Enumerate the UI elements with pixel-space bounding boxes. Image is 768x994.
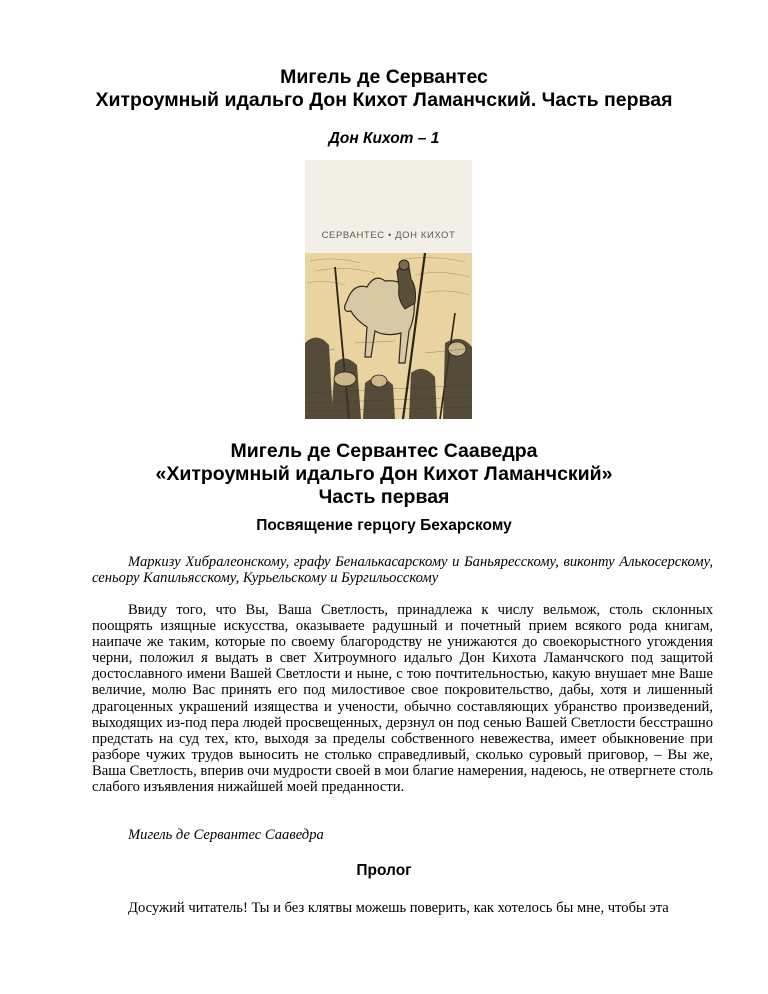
cover-engraving-illustration bbox=[305, 253, 472, 419]
main-title bbox=[0, 440, 768, 509]
prologue-heading: Пролог bbox=[356, 862, 412, 879]
main-title-name: «Хитроумный идальго Дон Кихот Ламанчский» bbox=[155, 463, 613, 485]
main-title-part: Часть первая bbox=[318, 486, 450, 508]
dedication-signature: Мигель де Сервантес Сааведра bbox=[128, 827, 324, 843]
document-author: Мигель де Сервантес bbox=[280, 66, 488, 88]
document-title bbox=[0, 66, 768, 112]
cover-caption: СЕРВАНТЕС • ДОН КИХОТ bbox=[321, 230, 456, 241]
dedication-body: Ввиду того, что Вы, Ваша Светлость, принадлежа к числу вельмож, столь склонных поощрять изящные искусства, оказываете радушный и почетный прием всякого рода книгам, наипаче же таким, которые по своему благородству не унижаются до своекорыстного угождения черни, положил я выдать в свет Хитроумного идальго Дон Кихота Ламанчского под защитой достославного имени Вашей Светлости и ныне, с тою почтительностью, какую внушает мне Ваше величие, молю Вас принять его под милостивое свое покровительство, дабы, хотя и лишенный драгоценных украшений изящества и учености, обычно составляющих убранство произведений, выходящих из-под пера людей просвещенных, дерзнул он под сенью Вашей Светлости бесстрашно предстать на суд тех, кто, выходя за пределы собственного невежества, имеет обыкновение при разборе чужих трудов выносить не столько справедливый, сколько суровый приговор, – Вы же, Ваша Светлость, вперив очи мудрости своей в мои благие намерения, надеюсь, не отвергнете столь слабого изъявления нижайшей моей преданности. bbox=[92, 602, 713, 796]
main-title-author: Мигель де Сервантес Сааведра bbox=[230, 440, 538, 462]
cover-top-band bbox=[305, 160, 472, 253]
series-label: Дон Кихот – 1 bbox=[328, 130, 440, 147]
book-cover-image bbox=[305, 160, 472, 419]
document-title-line: Хитроумный идальго Дон Кихот Ламанчский. Часть первая bbox=[95, 89, 673, 111]
dedication-addressees: Маркизу Хибралеонскому, графу Беналькасарскому и Баньяресскому, виконту Алькосерскому, сеньору Капильясскому, Курьельскому и Бургильосскому bbox=[92, 554, 713, 587]
dedication-heading: Посвящение герцогу Бехарскому bbox=[256, 517, 512, 534]
prologue-first-line: Досужий читатель! Ты и без клятвы можешь поверить, как хотелось бы мне, чтобы эта bbox=[128, 900, 669, 916]
